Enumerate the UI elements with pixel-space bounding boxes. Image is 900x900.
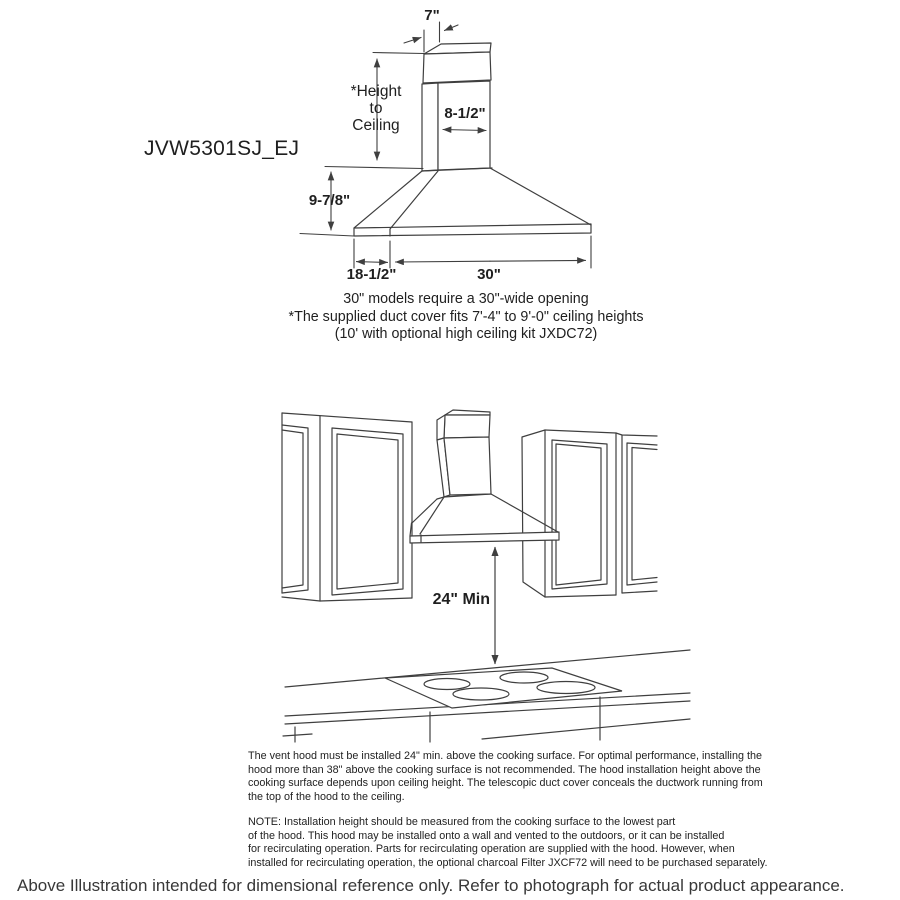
note1-line2: hood more than 38" above the cooking surface is not recommended. The hood installation height above the xyxy=(248,763,761,776)
height-to-ceiling-line1: *Height xyxy=(350,83,402,100)
footer-disclaimer: Above Illustration intended for dimensional reference only. Refer to photograph for actual product appearance. xyxy=(17,876,845,895)
note1-line1: The vent hood must be installed 24" min. above the cooking surface. For optimal performance, installing the xyxy=(248,750,762,762)
caption-duct-cover-fit: *The supplied duct cover fits 7'-4" to 9'-0" ceiling heights xyxy=(288,308,644,325)
install-hood xyxy=(410,410,559,543)
note2-line3: for recirculating operation. Parts for recirculating operation are supplied with the hood. However, when xyxy=(248,843,735,856)
height-to-ceiling-line3: Ceiling xyxy=(352,117,400,134)
height-to-ceiling-label xyxy=(336,83,416,134)
top-diagram-hood-outline xyxy=(354,43,591,236)
install-left-cabinets xyxy=(282,413,412,601)
note2-line1: NOTE: Installation height should be measured from the cooking surface to the lowest part xyxy=(248,816,676,828)
dim-label-duct-cover-width: 8-1/2" xyxy=(444,105,486,122)
model-number-label: JVW5301SJ_EJ xyxy=(144,137,300,160)
caption-high-ceiling-kit: (10' with optional high ceiling kit JXDC72) xyxy=(334,326,598,343)
dim-label-min-clearance: 24" Min xyxy=(432,591,490,608)
install-right-cabinets xyxy=(522,430,657,597)
top-diagram-captions xyxy=(260,291,672,344)
height-to-ceiling-line2: to xyxy=(369,100,383,117)
dim-label-hood-height: 9-7/8" xyxy=(308,192,351,209)
dim-label-hood-width: 30" xyxy=(477,266,501,283)
caption-opening-requirement: 30" models require a 30"-wide opening xyxy=(343,291,589,307)
note2-line4: installed for recirculating operation, the optional charcoal Filter JXCF72 will need to be purchased separately. xyxy=(248,856,768,869)
dim-label-duct-depth: 7" xyxy=(424,7,440,24)
dim-label-hood-depth: 18-1/2" xyxy=(346,266,397,283)
note1-line4: the top of the hood to the ceiling. xyxy=(248,790,405,803)
install-countertop xyxy=(283,650,690,742)
note-paragraph-installation-height xyxy=(248,750,763,804)
note1-line3: cooking surface depends upon ceiling height. The telescopic duct cover conceals the ductwork running from xyxy=(248,777,763,790)
note2-line2: of the hood. This hood may be installed onto a wall and vented to the outdoors, or it can be installed xyxy=(248,829,725,842)
note-paragraph-recirculating xyxy=(248,816,768,870)
